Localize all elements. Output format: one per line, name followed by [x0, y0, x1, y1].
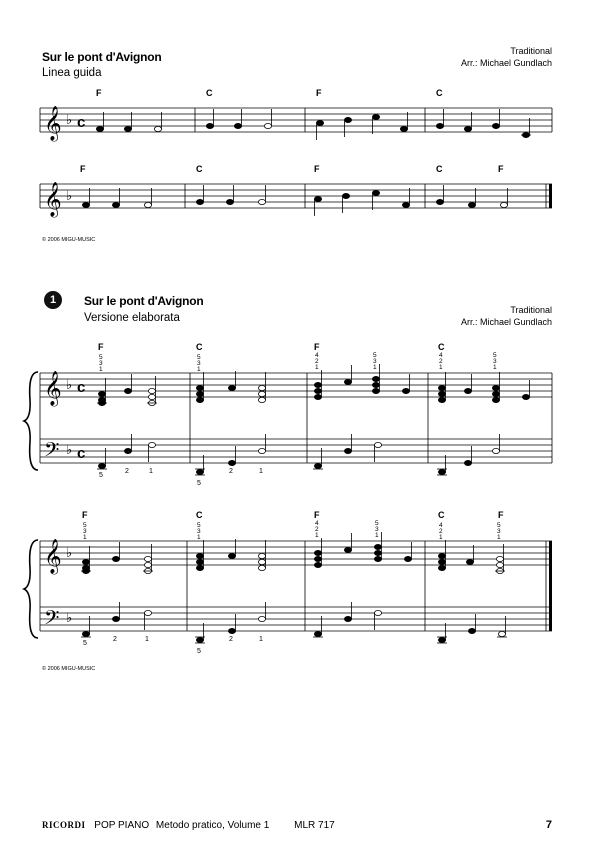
fingering: 1 — [149, 468, 153, 475]
svg-text:1: 1 — [259, 468, 263, 475]
fingering: 5 — [99, 472, 103, 479]
time-signature-icon: c — [77, 379, 86, 396]
copyright-piece2: © 2006 MIGU-MUSIC — [42, 666, 96, 672]
svg-text:5: 5 — [497, 522, 501, 529]
svg-text:5: 5 — [375, 520, 379, 527]
svg-text:3: 3 — [99, 360, 103, 367]
chord-symbols-row1 — [96, 88, 443, 98]
svg-text:5: 5 — [99, 354, 103, 361]
chord-symbol: F — [316, 88, 322, 98]
composer: Traditional — [510, 305, 552, 315]
svg-text:1: 1 — [315, 532, 319, 539]
chord-symbol: C — [436, 164, 443, 174]
svg-text:1: 1 — [259, 636, 263, 643]
fingerings-treble-row1 — [99, 352, 497, 373]
flat-icon: ♭ — [66, 442, 73, 457]
svg-text:5: 5 — [197, 354, 201, 361]
svg-text:1: 1 — [315, 364, 319, 371]
svg-text:5: 5 — [493, 352, 497, 359]
svg-text:5: 5 — [197, 522, 201, 529]
chord-symbol: F — [314, 510, 320, 520]
chord-symbol: F — [314, 342, 320, 352]
flat-icon: ♭ — [66, 112, 73, 127]
svg-text:1: 1 — [197, 534, 201, 541]
svg-text:1: 1 — [375, 532, 379, 539]
svg-text:2: 2 — [229, 636, 233, 643]
series-name: POP PIANO — [94, 820, 150, 831]
svg-text:3: 3 — [497, 528, 501, 535]
grand-staff-piece2-row2 — [24, 510, 552, 655]
svg-text:1: 1 — [493, 364, 497, 371]
chord-symbol: C — [196, 342, 203, 352]
chord-symbol: F — [314, 164, 320, 174]
svg-text:3: 3 — [375, 526, 379, 533]
bass-clef-icon: 𝄢 — [44, 607, 60, 634]
piece2-title: Sur le pont d'Avignon — [84, 294, 204, 308]
svg-text:2: 2 — [439, 358, 443, 365]
svg-text:2: 2 — [439, 528, 443, 535]
svg-text:2: 2 — [315, 358, 319, 365]
chord-symbols-row2 — [80, 164, 504, 174]
copyright-piece1: © 2006 MIGU-MUSIC — [42, 237, 96, 243]
svg-text:5: 5 — [197, 648, 201, 655]
chord-symbol: C — [196, 510, 203, 520]
fingerings-bass-row2 — [83, 636, 263, 655]
svg-text:1: 1 — [83, 534, 87, 541]
chord-symbol: C — [436, 88, 443, 98]
chord-symbol: F — [498, 510, 504, 520]
svg-text:1: 1 — [197, 366, 201, 373]
svg-text:4: 4 — [439, 522, 443, 529]
exercise-number-badge: 1 — [44, 291, 62, 309]
time-signature-icon: c — [77, 445, 86, 462]
svg-text:1: 1 — [439, 364, 443, 371]
brace-icon — [24, 372, 38, 470]
svg-text:5: 5 — [83, 640, 87, 647]
publisher-logo: RICORDI — [42, 820, 86, 830]
page-footer — [42, 820, 335, 831]
arranger: Arr.: Michael Gundlach — [460, 317, 552, 327]
svg-text:3: 3 — [373, 358, 377, 365]
piece2-subtitle: Versione elaborata — [84, 312, 180, 324]
svg-text:3: 3 — [493, 358, 497, 365]
treble-clef-icon: 𝄞 — [44, 183, 62, 216]
svg-text:5: 5 — [197, 480, 201, 487]
flat-icon: ♭ — [66, 610, 73, 625]
book-title: Metodo pratico, Volume 1 — [155, 820, 270, 831]
svg-text:4: 4 — [315, 352, 319, 359]
svg-text:1: 1 — [145, 636, 149, 643]
chord-symbol: F — [498, 164, 504, 174]
staff-piece1-row2 — [40, 164, 552, 218]
composer: Traditional — [510, 46, 552, 56]
treble-clef-icon: 𝄞 — [44, 372, 62, 405]
svg-text:2: 2 — [113, 636, 117, 643]
treble-clef-icon: 𝄞 — [44, 107, 62, 140]
svg-text:5: 5 — [373, 352, 377, 359]
treble-clef-icon: 𝄞 — [44, 540, 62, 573]
flat-icon: ♭ — [66, 188, 73, 203]
flat-icon: ♭ — [66, 377, 73, 392]
svg-text:1: 1 — [99, 366, 103, 373]
svg-text:2: 2 — [229, 468, 233, 475]
time-signature-icon: c — [77, 114, 86, 131]
fingerings-treble-row2 — [83, 520, 501, 541]
chord-symbol: C — [206, 88, 213, 98]
chord-symbol: C — [438, 510, 445, 520]
chord-symbol: F — [82, 510, 88, 520]
flat-icon: ♭ — [66, 545, 73, 560]
svg-text:2: 2 — [315, 526, 319, 533]
bass-clef-icon: 𝄢 — [44, 439, 60, 466]
bass-notes-row1 — [97, 434, 500, 475]
svg-text:4: 4 — [315, 520, 319, 527]
staff-piece1-row1 — [40, 88, 552, 142]
svg-text:3: 3 — [197, 360, 201, 367]
svg-text:3: 3 — [197, 528, 201, 535]
svg-text:3: 3 — [83, 528, 87, 535]
fingering: 2 — [125, 468, 129, 475]
piece2-credit — [461, 304, 552, 328]
svg-text:1: 1 — [373, 364, 377, 371]
arranger: Arr.: Michael Gundlach — [460, 58, 552, 68]
chord-symbol: F — [98, 342, 104, 352]
catalog-code: MLR 717 — [294, 820, 335, 831]
chord-symbols-piece2-row1 — [98, 342, 445, 352]
piece1-subtitle: Linea guida — [42, 67, 102, 79]
svg-text:5: 5 — [83, 522, 87, 529]
svg-text:4: 4 — [439, 352, 443, 359]
fingerings-bass-row1 — [99, 468, 263, 487]
chord-symbol: C — [196, 164, 203, 174]
svg-text:1: 1 — [497, 534, 501, 541]
chord-symbol: C — [438, 342, 445, 352]
grand-staff-piece2-row1 — [24, 342, 552, 487]
chord-symbol: F — [96, 88, 102, 98]
chord-symbol: F — [80, 164, 86, 174]
brace-icon — [24, 540, 38, 638]
page-number: 7 — [545, 819, 552, 831]
svg-text:1: 1 — [439, 534, 443, 541]
piece1-title: Sur le pont d'Avignon — [42, 50, 162, 64]
chord-symbols-piece2-row2 — [82, 510, 504, 520]
